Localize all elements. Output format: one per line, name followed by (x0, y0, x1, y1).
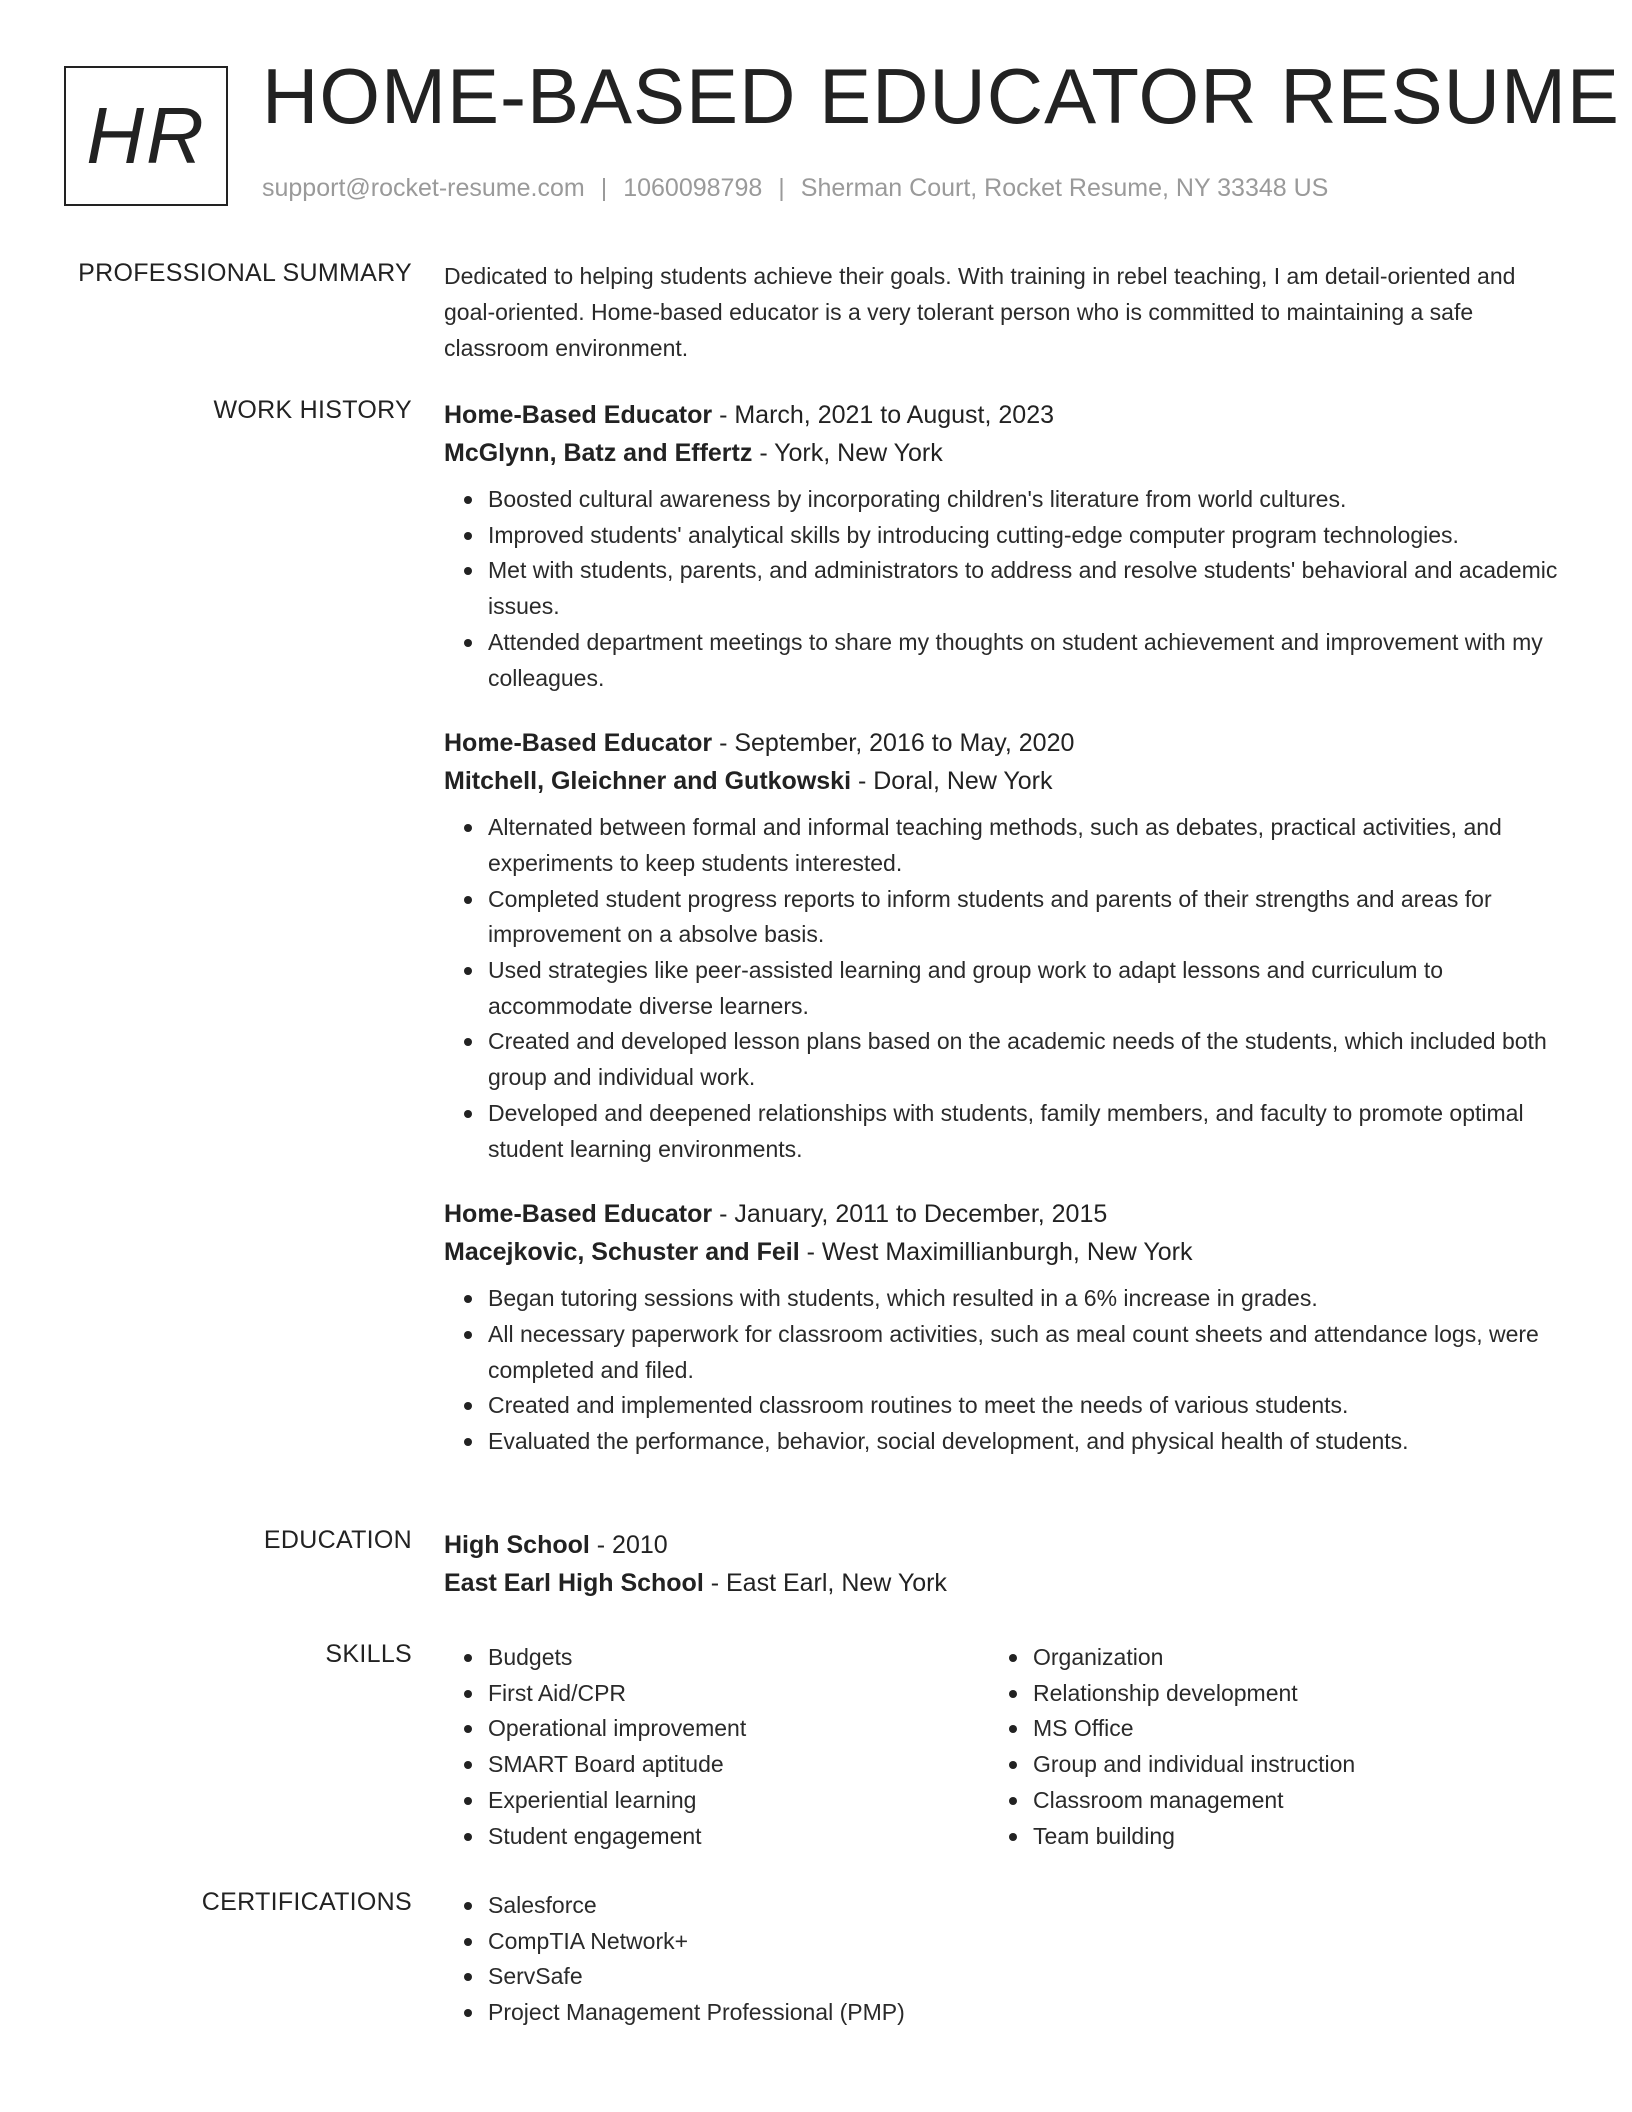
list-item: Organization (1033, 1640, 1534, 1676)
list-item: Alternated between formal and informal teaching methods, such as debates, practical activities, and experiments to keep students interested. (488, 810, 1560, 881)
job-title-line (444, 724, 1560, 762)
education-degree: High School (444, 1531, 590, 1559)
contact-phone[interactable]: 1060098798 (623, 174, 763, 202)
work-history-body (444, 396, 1560, 1460)
job-company-line (444, 1233, 1560, 1271)
list-item: Met with students, parents, and administrators to address and resolve students' behavioral and academic issues. (488, 553, 1560, 624)
job-company-line (444, 434, 1560, 472)
list-item: Team building (1033, 1819, 1534, 1855)
list-item: Project Management Professional (PMP) (488, 1995, 1560, 2031)
section-label-summary: PROFESSIONAL SUMMARY (78, 259, 412, 287)
contact-separator: | (778, 174, 785, 202)
summary-body (444, 258, 1560, 366)
job-company: McGlynn, Batz and Effertz (444, 439, 753, 467)
job-title: Home-Based Educator (444, 729, 713, 758)
list-item: Relationship development (1033, 1676, 1534, 1712)
list-item: Student engagement (488, 1819, 989, 1855)
resume-title: HOME-BASED EDUCATOR RESUME (262, 52, 1620, 140)
list-item: Boosted cultural awareness by incorporating children's literature from world cultures. (488, 482, 1560, 518)
job-entry (444, 396, 1560, 696)
job-title: Home-Based Educator (444, 1200, 713, 1229)
list-item: Created and implemented classroom routines to meet the needs of various students. (488, 1388, 1560, 1424)
section-label-work-history: WORK HISTORY (213, 396, 412, 424)
skills-column-left (444, 1640, 989, 1854)
job-entry (444, 1195, 1560, 1460)
list-item: Used strategies like peer-assisted learning and group work to adapt lessons and curriculum to accommodate diverse learners. (488, 953, 1560, 1024)
education-body (444, 1526, 1560, 1602)
job-title: Home-Based Educator (444, 401, 713, 429)
contact-line (262, 174, 1328, 203)
job-company-line (444, 762, 1560, 800)
job-title-line (444, 1195, 1560, 1233)
monogram-initials: HR (86, 91, 206, 180)
list-item: Experiential learning (488, 1783, 989, 1819)
skills-column-right (989, 1640, 1534, 1854)
list-item: CompTIA Network+ (488, 1924, 1560, 1960)
job-company: Macejkovic, Schuster and Feil (444, 1238, 800, 1267)
education-school-line (444, 1564, 1560, 1602)
list-item: Developed and deepened relationships with students, family members, and faculty to promote optimal student learning environments. (488, 1096, 1560, 1167)
list-item: First Aid/CPR (488, 1676, 989, 1712)
list-item: Improved students' analytical skills by introducing cutting-edge computer program technologies. (488, 518, 1560, 554)
list-item: Created and developed lesson plans based on the academic needs of the students, which included both group and individual work. (488, 1024, 1560, 1095)
job-bullets (444, 482, 1560, 696)
list-item: ServSafe (488, 1959, 1560, 1995)
list-item: SMART Board aptitude (488, 1747, 989, 1783)
job-entry (444, 724, 1560, 1167)
education-location: - East Earl, New York (703, 1569, 947, 1597)
skills-list-right (989, 1640, 1534, 1854)
job-dates: - September, 2016 to May, 2020 (712, 729, 1075, 758)
summary-text: Dedicated to helping students achieve their goals. With training in rebel teaching, I am detail-oriented and goal-oriented. Home-based educator is a very tolerant person who is committed to maintaining a safe classroom environment. (444, 263, 1516, 361)
skills-list-left (444, 1640, 989, 1854)
job-bullets (444, 810, 1560, 1167)
job-location: - York, New York (752, 439, 943, 467)
monogram-box (64, 66, 228, 206)
list-item: Attended department meetings to share my thoughts on student achievement and improvement with my colleagues. (488, 625, 1560, 696)
job-dates: - March, 2021 to August, 2023 (712, 401, 1055, 429)
list-item: Evaluated the performance, behavior, social development, and physical health of students. (488, 1424, 1560, 1460)
education-degree-line (444, 1526, 1560, 1564)
skills-body (444, 1640, 1560, 1854)
list-item: All necessary paperwork for classroom activities, such as meal count sheets and attendance logs, were completed and filed. (488, 1317, 1560, 1388)
list-item: Classroom management (1033, 1783, 1534, 1819)
section-label-education: EDUCATION (263, 1526, 412, 1554)
list-item: Completed student progress reports to inform students and parents of their strengths and areas for improvement on a absolve basis. (488, 882, 1560, 953)
education-year: - 2010 (589, 1531, 668, 1559)
contact-email[interactable]: support@rocket-resume.com (262, 174, 585, 202)
job-bullets (444, 1281, 1560, 1460)
list-item: Operational improvement (488, 1711, 989, 1747)
certifications-body (444, 1888, 1560, 2031)
job-title-line (444, 396, 1560, 434)
job-location: - West Maximillianburgh, New York (799, 1238, 1193, 1267)
section-label-skills: SKILLS (325, 1640, 412, 1668)
certifications-list (444, 1888, 1560, 2031)
education-school: East Earl High School (444, 1569, 704, 1597)
job-company: Mitchell, Gleichner and Gutkowski (444, 767, 852, 796)
job-location: - Doral, New York (851, 767, 1053, 796)
list-item: Budgets (488, 1640, 989, 1676)
job-dates: - January, 2011 to December, 2015 (712, 1200, 1108, 1229)
list-item: Group and individual instruction (1033, 1747, 1534, 1783)
contact-separator: | (600, 174, 608, 202)
contact-address: Sherman Court, Rocket Resume, NY 33348 US (800, 174, 1329, 202)
section-label-certifications: CERTIFICATIONS (201, 1888, 412, 1916)
list-item: Began tutoring sessions with students, which resulted in a 6% increase in grades. (488, 1281, 1560, 1317)
list-item: MS Office (1033, 1711, 1534, 1747)
list-item: Salesforce (488, 1888, 1560, 1924)
skills-grid (444, 1640, 1560, 1854)
